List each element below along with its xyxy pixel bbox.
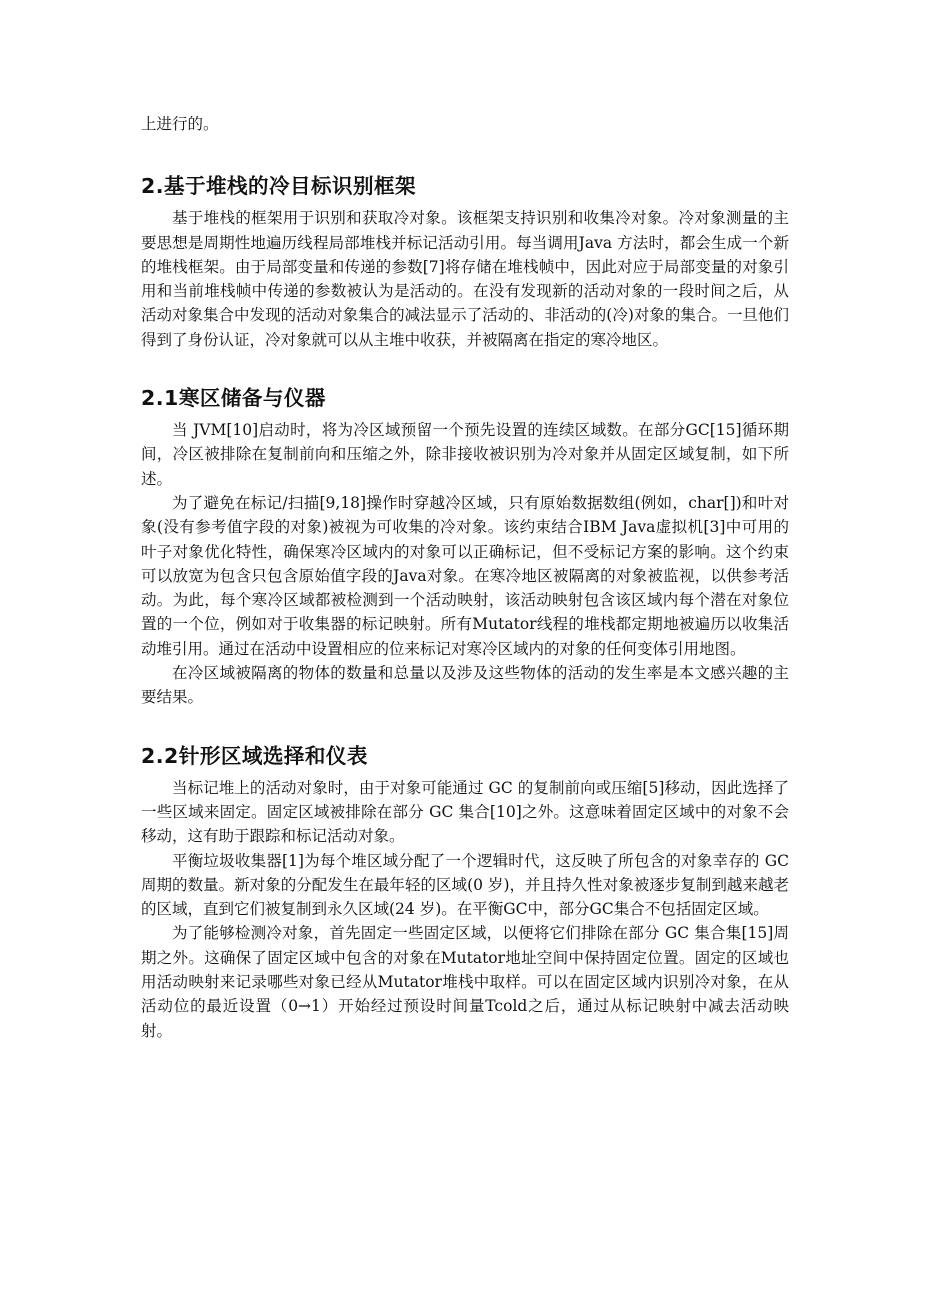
section-2-paragraph-1: 基于堆栈的框架用于识别和获取冷对象。该框架支持识别和收集冷对象。冷对象测量的主要思想是周期性地遍历线程局部堆栈并标记活动引用。每当调用Java 方法时，都会生成一个新的堆栈框架。由于局部变量和传递的参数[7]将存储在堆栈帧中，因此对应于局部变量的对象引用和当前堆栈帧中传递的参数被认为是活动的。在没有发现新的活动对象的一段时间之后，从活动对象集合中发现的活动对象集合的减法显示了活动的、非活动的(冷)对象的集合。一旦他们得到了身份认证，冷对象就可以从主堆中收获，并被隔离在指定的寒冷地区。 bbox=[141, 209, 789, 349]
section-2-2-paragraph-1: 当标记堆上的活动对象时，由于对象可能通过 GC 的复制前向或压缩[5]移动，因此选择了一些区域来固定。固定区域被排除在部分 GC 集合[10]之外。这意味着固定区域中的对象不会移动，这有助于跟踪和标记活动对象。 bbox=[141, 778, 789, 846]
section-2-1-paragraph-1: 当 JVM[10]启动时，将为冷区域预留一个预先设置的连续区域数。在部分GC[15]循环期间，冷区被排除在复制前向和压缩之外，除非接收被识别为冷对象并从固定区域复制，如下所述。 bbox=[141, 421, 789, 488]
section-2-2-paragraph-2: 平衡垃圾收集器[1]为每个堆区域分配了一个逻辑时代，这反映了所包含的对象幸存的 GC 周期的数量。新对象的分配发生在最年轻的区域(0 岁)，并且持久性对象被逐步复制到越来越老的区域，直到它们被复制到永久区域(24 岁)。在平衡GC中，部分GC集合不包括固定区域。 bbox=[141, 851, 789, 919]
section-2-2-paragraph-3: 为了能够检测冷对象，首先固定一些固定区域，以便将它们排除在部分 GC 集合集[15]周期之外。这确保了固定区域中包含的对象在Mutator地址空间中保持固定位置。固定的区域也用活动映射来记录哪些对象已经从Mutator堆栈中取样。可以在固定区域内识别冷对象，在从活动位的最近设置（0→1）开始经过预设时间量Tcold之后，通过从标记映射中减去活动映射。 bbox=[141, 924, 789, 1040]
continuation-paragraph: 上进行的。 bbox=[141, 115, 219, 133]
document-page bbox=[141, 112, 789, 1043]
section-2-2-heading: 2.2针形区域选择和仪表 bbox=[141, 743, 368, 768]
section-2-1-paragraph-3: 在冷区域被隔离的物体的数量和总量以及涉及这些物体的活动的发生率是本文感兴趣的主要结果。 bbox=[141, 664, 789, 707]
section-2-heading: 2.基于堆栈的冷目标识别框架 bbox=[141, 174, 417, 199]
section-2-1-paragraph-2: 为了避免在标记/扫描[9,18]操作时穿越冷区域，只有原始数据数组(例如，char[])和叶对象(没有参考值字段的对象)被视为可收集的冷对象。该约束结合IBM Java虚拟机[3]中可用的叶子对象优化特性，确保寒冷区域内的对象可以正确标记，但不受标记方案的影响。这个约束可以放宽为包含只包含原始值字段的Java对象。在寒冷地区被隔离的对象被监视，以供参考活动。为此，每个寒冷区域都被检测到一个活动映射，该活动映射包含该区域内每个潜在对象位置的一个位，例如对于收集器的标记映射。所有Mutator线程的堆栈都定期地被遍历以收集活动堆引用。通过在活动中设置相应的位来标记对寒冷区域内的对象的任何变体引用地图。 bbox=[141, 493, 789, 658]
section-2-1-heading: 2.1寒区储备与仪器 bbox=[141, 386, 326, 411]
